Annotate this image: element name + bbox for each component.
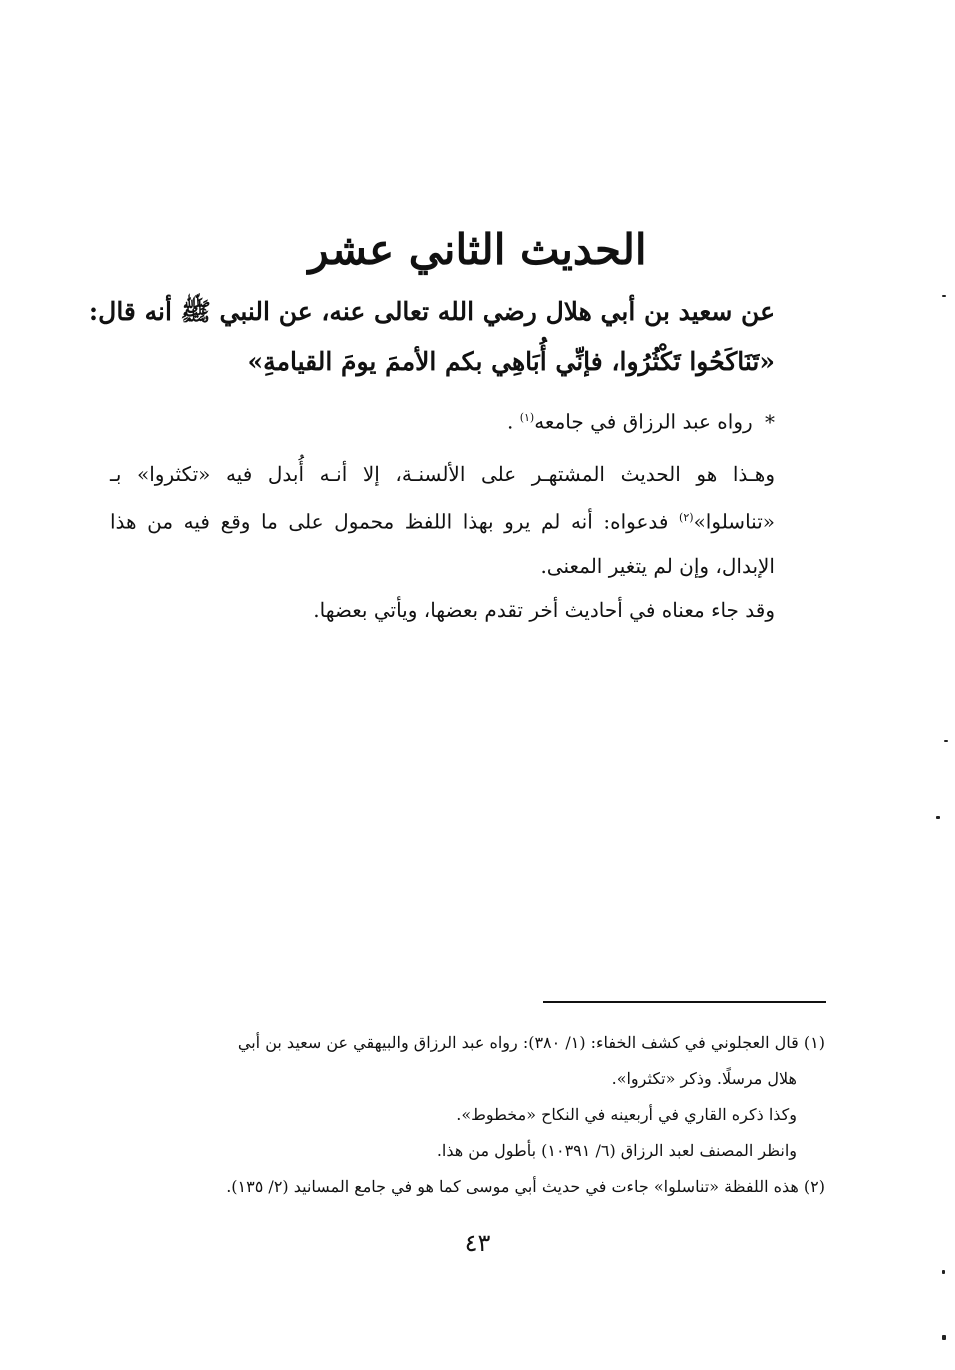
commentary-part-2: فدعواه: أنه لم يرو بهذا اللفظ محمول على ما وقع فيه من هذا الإبدال، وإن لم يتغير المعنى.	[110, 509, 775, 578]
scan-speck	[942, 1335, 946, 1340]
footnote-2: (٢) هذه اللفظة «تناسلوا» جاءت في حديث أبي موسى كما هو في جامع المسانيد (٢/ ١٣٥).	[226, 1177, 825, 1196]
scan-speck	[942, 295, 946, 297]
commentary-paragraph-2: وقد جاء معناه في أحاديث أخر تقدم بعضها، ويأتي بعضها.	[313, 598, 775, 622]
footnote-ref-1: (١)	[519, 411, 535, 424]
footnote-1-line-2: هلال مرسلًا. وذكر «تكثروا».	[611, 1069, 797, 1088]
asterisk-marker: *	[765, 409, 775, 434]
scan-speck	[936, 816, 940, 819]
footnote-separator	[543, 1001, 826, 1003]
footnote-ref-2: (٢)	[679, 511, 694, 524]
narration-text: رواه عبد الرزاق في جامعه	[534, 409, 753, 434]
hadith-text-line: «تَنَاكَحُوا تَكْثُرُوا، فإنِّي أُبَاهِي بكم الأممَ يومَ القيامةِ»	[247, 347, 775, 376]
footnote-1-line-1: (١) قال العجلوني في كشف الخفاء: (١/ ٣٨٠): رواه عبد الرزاق والبيهقي عن سعيد بن أبي	[237, 1033, 825, 1052]
page-number: ٤٣	[464, 1229, 491, 1257]
commentary-part-1: وهـذا هو الحديث المشتهـر على الألسنـة، إلا أنـه أُبدل فيه «تكثروا» بـ «تناسلوا»	[110, 462, 775, 534]
scan-speck	[944, 740, 948, 742]
hadith-intro-line: عن سعيد بن أبي هلال رضي الله تعالى عنه، عن النبي ﷺ أنه قال:	[88, 297, 775, 326]
footnote-1-line-4: وانظر المصنف لعبد الرزاق (٦/ ١٠٣٩١) بأطول من هذا.	[436, 1141, 797, 1160]
footnotes-block	[130, 1025, 825, 1205]
chapter-heading: الحديث الثاني عشر	[308, 225, 647, 274]
commentary-paragraph	[110, 452, 775, 588]
scan-speck	[942, 1270, 945, 1274]
footnote-1-line-3: وكذا ذكره القاري في أربعينه في النكاح «مخطوط».	[456, 1105, 797, 1124]
narration-line	[507, 402, 775, 438]
narration-end: .	[506, 409, 514, 434]
